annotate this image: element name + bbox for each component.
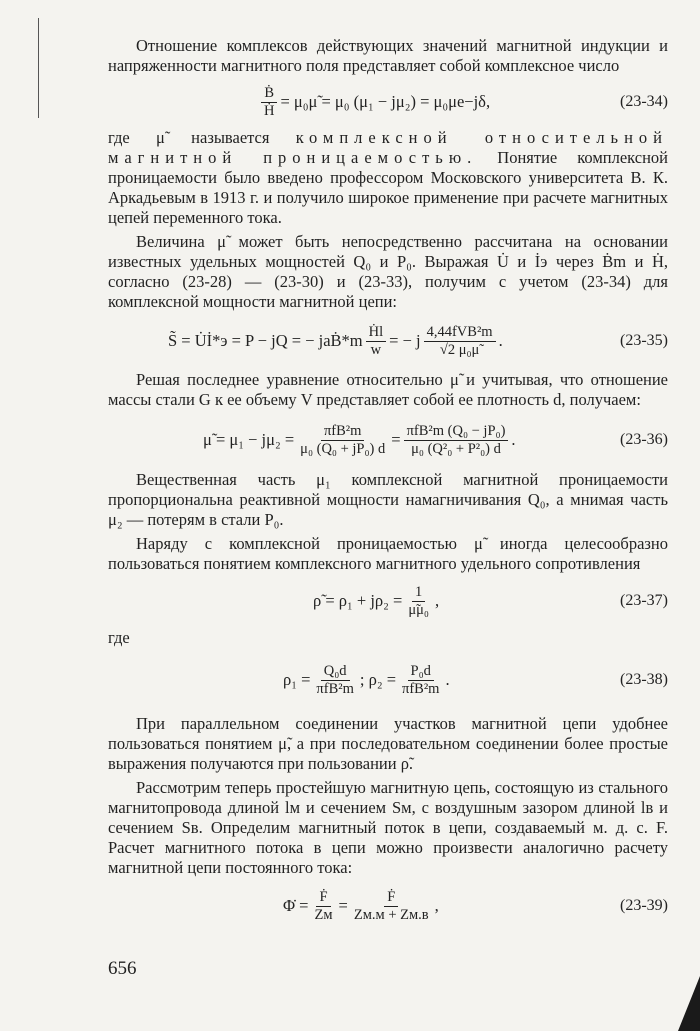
equation-number: (23-34) xyxy=(620,93,668,110)
paragraph-8: При параллельном соединении участков магнитной цепи удобнее пользоваться понятием μ̃, а при последовательном соединении более простые выражения получаются при пользовании ρ̃. xyxy=(108,714,668,773)
fraction-reluctivity: $\frac{1}{\text{μ̃μ₀}}$ xyxy=(408,583,429,618)
paragraph-7: где xyxy=(108,628,130,647)
paragraph-1: Отношение комплексов действующих значений магнитной индукции и напряженности магнитного поля представляет собой комплексное число xyxy=(108,36,668,75)
equation-23-35: S̃ = U̇İ*э = P − jQ = − jaḂ*m $\frac{\text{Ḣl}}{w}$ = − j $\frac{\text{4,44fVB²m}}{\text{√2 μ₀μ̃}}$ . (23-35) xyxy=(168,323,668,358)
page-corner-mark xyxy=(678,976,700,1031)
fraction-rho1: $\frac{\text{Q₀d}}{\text{πfB²m}}$ xyxy=(316,662,354,697)
equation-rhs: = μ₀μ̃ = μ₀ (μ₁ − jμ₂) = μ₀μe−jδ, xyxy=(280,92,491,111)
equation-23-39: Φ̇ = $\frac{\text{Ḟ}}{Zм}$ = $\frac{\text{Ḟ}}{Zм.м + Zм.в}$ , (23-39) xyxy=(283,888,668,923)
fraction-f-over-sum: $\frac{\text{Ḟ}}{Zм.м + Zм.в}$ xyxy=(353,888,429,923)
equation-number: (23-35) xyxy=(620,332,668,349)
fraction-f-over-z: $\frac{\text{Ḟ}}{Zм}$ xyxy=(314,888,333,923)
equation-number: (23-39) xyxy=(620,897,668,914)
margin-rule xyxy=(38,18,39,118)
paragraph-2: где μ̃ называется комплексной относительной магнитной проницаемостью. Понятие комплексной проницаемости было введено профессором Московского университета В. К. Аркадьевым в 1913 г. и получило широкое применение при расчете магнитных цепей переменного тока. xyxy=(108,128,669,227)
document-page xyxy=(108,36,668,934)
paragraph-5: Вещественная часть μ₁ комплексной магнитной проницаемости пропорциональна реактивной мощности намагничивания Q₀, а мнимая часть μ₂ — потерям в стали P₀. xyxy=(108,470,668,529)
fraction-hl-over-w: $\frac{\text{Ḣl}}{w}$ xyxy=(366,324,387,359)
term-complex-permeability: комплексной относительной магнитной проницаемостью. xyxy=(108,128,668,167)
equation-number: (23-37) xyxy=(620,592,668,609)
fraction-b-over-h: $\frac{\text{Ḃ}}{\text{Ḣ}}$ xyxy=(261,85,277,120)
fraction-power: $\frac{\text{4,44fVB²m}}{\text{√2 μ₀μ̃}}$ xyxy=(424,324,496,359)
page-number: 656 xyxy=(108,958,137,979)
equation-23-37: ρ̃ = ρ₁ + jρ₂ = $\frac{1}{\text{μ̃μ₀}}$ , (23-37) xyxy=(313,583,668,618)
equation-23-34 xyxy=(108,76,668,128)
fraction-2: $\frac{\text{πfB²m (Q₀ − jP₀)}}{\text{μ₀ (Q²₀ + P²₀) d}}$ xyxy=(404,423,509,458)
paragraph-3: Величина μ̃ может быть непосредственно рассчитана на основании известных удельных мощностей Q₀ и P₀. Выражая U̇ и İэ через Ḃm и Ḣ, согласно (23-28) — (23-30) и (23-33), получим с учетом (23-34) для комплексной мощности магнитной цепи: xyxy=(108,232,668,311)
equation-23-38: ρ₁ = $\frac{\text{Q₀d}}{\text{πfB²m}}$ ; ρ₂ = $\frac{\text{P₀d}}{\text{πfB²m}}$ . (23-38) xyxy=(283,662,668,697)
paragraph-4: Решая последнее уравнение относительно μ̃ и учитывая, что отношение массы стали G к ее объему V представляет собой ее плотность d, получаем: xyxy=(108,370,668,409)
paragraph-6: Наряду с комплексной проницаемостью μ̃ иногда целесообразно пользоваться понятием комплексного магнитного удельного сопротивления xyxy=(108,534,668,573)
paragraph-9: Рассмотрим теперь простейшую магнитную цепь, состоящую из стального магнитопровода длиной lм и сечением Sм, с воздушным зазором длиной lв и сечением Sв. Определим магнитный поток в цепи, создаваемый м. д. с. F. Расчет магнитного потока в цепи можно произвести аналогично расчету магнитной цепи постоянного тока: xyxy=(108,778,668,877)
equation-number: (23-38) xyxy=(620,671,668,688)
fraction-1: $\frac{\text{πfB²m}}{\text{μ₀ (Q₀ + jP₀) d}}$ xyxy=(300,422,386,457)
equation-23-36: μ̃ = μ₁ − jμ₂ = $\frac{\text{πfB²m}}{\text{μ₀ (Q₀ + jP₀) d}}$ = $\frac{\text{πfB²m (Q₀ − jP₀)}}{\text{μ₀ (Q²₀ + P²₀) d}}$ . (23-36) xyxy=(203,422,668,457)
fraction-rho2: $\frac{\text{P₀d}}{\text{πfB²m}}$ xyxy=(402,662,440,697)
equation-number: (23-36) xyxy=(620,431,668,448)
